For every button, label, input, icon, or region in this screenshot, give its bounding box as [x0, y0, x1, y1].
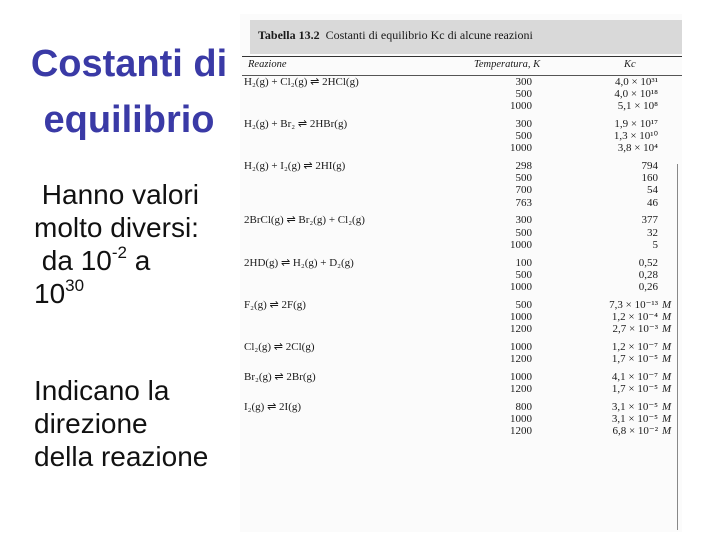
kc-value: [592, 88, 680, 100]
table-right-rule: [677, 164, 678, 530]
para2-line-2: direzione: [34, 408, 148, 439]
reaction-equation: 2HD(g) ⇌ H₂(g) + D₂(g): [244, 256, 354, 269]
slide-title: [14, 36, 244, 148]
kc-unit: M: [662, 322, 672, 335]
temperature-value: 1000: [510, 100, 532, 113]
temperature-value: 298: [515, 160, 532, 173]
temperature-value: 1000: [510, 340, 532, 353]
kc-unit: M: [662, 382, 672, 395]
kc-number: 377: [641, 214, 658, 227]
kc-value: [592, 227, 680, 239]
kc-number: 46: [647, 196, 658, 209]
temperature-value: 700: [515, 184, 532, 197]
title-line-2: equilibrio: [43, 99, 215, 141]
temperature-value: 1200: [510, 424, 532, 437]
kc-value: [592, 371, 680, 383]
temperature-value: 300: [515, 118, 532, 131]
temperature-value: 300: [515, 214, 532, 227]
kc-number: 3,1 × 10⁻⁵: [611, 412, 658, 425]
values-paragraph: [34, 178, 244, 310]
para2-line-3: della reazione: [34, 441, 209, 472]
temperature-value: 1000: [510, 310, 532, 323]
table-caption: [258, 28, 533, 43]
reaction-equation: I₂(g) ⇌ 2I(g): [244, 400, 302, 413]
kc-value: [592, 197, 680, 209]
kc-number: 0,26: [638, 280, 658, 293]
reaction-equation: H₂(g) + Cl₂(g) ⇌ 2HCl(g): [244, 76, 359, 88]
kc-number: 0,28: [638, 268, 658, 281]
column-header-temperature: Temperatura, K: [474, 59, 541, 70]
kc-value: [592, 383, 680, 395]
table-label: Tabella 13.2: [258, 28, 320, 42]
kc-number: 5,1 × 10⁸: [617, 100, 658, 113]
kc-number: 3,8 × 10⁴: [617, 142, 658, 155]
reaction-equation: Br₂(g) ⇌ 2Br(g): [244, 370, 316, 383]
temperature-value: 763: [515, 196, 532, 209]
kc-value: [592, 160, 680, 172]
kc-number: 1,9 × 10¹⁷: [614, 118, 658, 131]
kc-value: [592, 239, 680, 251]
para1-line-3: [34, 244, 244, 277]
kc-unit: M: [662, 298, 672, 311]
temperature-value: 1200: [510, 322, 532, 335]
kc-unit: M: [662, 310, 672, 323]
kc-number: 3,1 × 10⁻⁵: [611, 400, 658, 413]
para1-line-1: Hanno valori: [34, 179, 199, 210]
kc-value: [592, 425, 680, 437]
kc-value: [592, 401, 680, 413]
kc-number: 4,0 × 10¹⁸: [614, 88, 658, 101]
kc-value: [592, 413, 680, 425]
temperature-value: 500: [515, 130, 532, 143]
temperature-value: 100: [515, 256, 532, 269]
temperature-value: 800: [515, 400, 532, 413]
para1-line-4: [34, 277, 244, 310]
kc-unit: M: [662, 424, 672, 437]
kc-value: [592, 299, 680, 311]
kc-number: 1,3 × 10¹⁰: [613, 130, 658, 143]
kc-value: [592, 130, 680, 142]
temperature-value: 1000: [510, 370, 532, 383]
kc-value: [592, 353, 680, 365]
range-connector: a: [126, 245, 151, 276]
kc-number: 5: [652, 238, 658, 251]
kc-value: [592, 118, 680, 130]
equilibrium-constants-table: [240, 14, 682, 532]
kc-value: [592, 100, 680, 112]
temperature-value: 1200: [510, 382, 532, 395]
temperature-value: 1200: [510, 352, 532, 365]
kc-value: [592, 281, 680, 293]
reaction-equation: 2BrCl(g) ⇌ Br₂(g) + Cl₂(g): [244, 214, 365, 227]
reaction-equation: Cl₂(g) ⇌ 2Cl(g): [244, 340, 315, 353]
temperature-value: 500: [515, 298, 532, 311]
temperature-value: 1000: [510, 280, 532, 293]
kc-value: [592, 172, 680, 184]
temperature-value: 1000: [510, 142, 532, 155]
kc-value: [592, 257, 680, 269]
direction-paragraph: [34, 374, 244, 473]
kc-number: 0,52: [638, 256, 658, 269]
kc-number: 1,2 × 10⁻⁴: [611, 310, 658, 323]
kc-number: 2,7 × 10⁻³: [612, 322, 658, 335]
kc-value: [592, 323, 680, 335]
kc-value: [592, 214, 680, 226]
temperature-value: 1000: [510, 238, 532, 251]
range-low-exponent: -2: [111, 243, 127, 262]
title-line-1: Costanti di: [30, 43, 228, 85]
kc-value: [592, 142, 680, 154]
table-caption-bar: [250, 20, 682, 54]
table-caption-text: Costanti di equilibrio Kc di alcune reazioni: [325, 28, 533, 42]
kc-number: 6,8 × 10⁻²: [612, 424, 658, 437]
column-header-reaction: Reazione: [248, 59, 287, 70]
range-low-base: da 10: [34, 245, 112, 276]
kc-unit: M: [662, 352, 672, 365]
kc-unit: M: [662, 370, 672, 383]
kc-value: [592, 269, 680, 281]
para2-line-1: Indicano la: [34, 375, 170, 406]
temperature-value: 500: [515, 88, 532, 101]
kc-number: 4,1 × 10⁻⁷: [611, 370, 658, 383]
para1-line-2: molto diversi:: [34, 212, 199, 243]
kc-number: 1,7 × 10⁻⁵: [611, 352, 658, 365]
table-column-headers: [242, 56, 682, 76]
temperature-value: 500: [515, 172, 532, 185]
kc-number: 4,0 × 10³¹: [614, 76, 658, 88]
kc-value: [592, 76, 680, 88]
kc-number: 1,2 × 10⁻⁷: [611, 340, 658, 353]
temperature-value: 500: [515, 268, 532, 281]
kc-unit: M: [662, 412, 672, 425]
range-high-base: 10: [34, 278, 66, 309]
column-header-kc: Kc: [624, 59, 636, 70]
kc-number: 54: [647, 184, 658, 197]
kc-number: 160: [641, 172, 658, 185]
reaction-equation: F₂(g) ⇌ 2F(g): [244, 298, 306, 311]
kc-value: [592, 311, 680, 323]
range-high-exponent: 30: [65, 276, 85, 295]
kc-unit: M: [662, 400, 672, 413]
reaction-equation: H₂(g) + I₂(g) ⇌ 2HI(g): [244, 160, 346, 173]
temperature-value: 1000: [510, 412, 532, 425]
kc-value: [592, 341, 680, 353]
kc-number: 7,3 × 10⁻¹³: [609, 298, 658, 311]
kc-unit: M: [662, 340, 672, 353]
kc-value: [592, 184, 680, 196]
kc-number: 32: [647, 226, 658, 239]
kc-number: 1,7 × 10⁻⁵: [611, 382, 658, 395]
reaction-equation: H₂(g) + Br₂ ⇌ 2HBr(g): [244, 118, 348, 131]
temperature-value: 500: [515, 226, 532, 239]
kc-number: 794: [641, 160, 658, 173]
temperature-value: 300: [515, 76, 532, 88]
